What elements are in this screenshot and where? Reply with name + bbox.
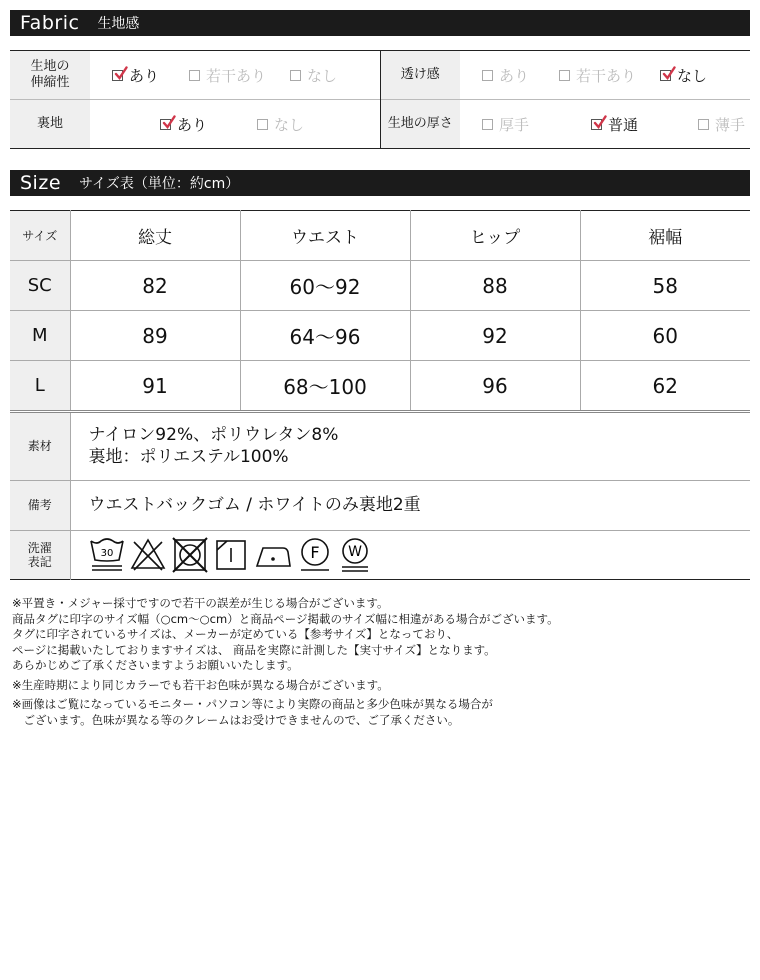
line-dry-shade-icon xyxy=(213,536,249,574)
checkbox-icon[interactable] xyxy=(559,70,570,81)
remarks-label: 備考 xyxy=(10,481,70,531)
hip-cell: 88 xyxy=(410,261,580,311)
care-label xyxy=(10,531,70,580)
material-line: ナイロン92%、ポリウレタン8% xyxy=(88,425,339,446)
stretch-option[interactable] xyxy=(290,65,337,86)
checkbox-icon[interactable] xyxy=(290,70,301,81)
option-label: なし xyxy=(677,66,708,85)
size-table xyxy=(10,210,750,411)
thickness-option[interactable] xyxy=(482,114,529,135)
note-line: ※生産時期により同じカラーでも若干お色味が異なる場合がございます。 xyxy=(12,677,389,692)
sheer-option[interactable] xyxy=(660,65,707,86)
wash-temp-text: 30 xyxy=(100,548,113,559)
thickness-option[interactable] xyxy=(591,114,638,135)
stretch-option[interactable] xyxy=(112,65,159,86)
stretch-label-line1: 生地の xyxy=(30,58,70,74)
sheer-option[interactable] xyxy=(559,65,636,86)
option-label: あり xyxy=(177,115,208,134)
checked-checkbox-icon[interactable] xyxy=(160,119,171,130)
checkbox-icon[interactable] xyxy=(482,119,493,130)
sheer-label xyxy=(380,51,460,100)
note-line: タグに印字されているサイズは、メーカーが定めている【参考サイズ】となっており、 xyxy=(12,627,459,641)
option-label: 若干あり xyxy=(206,66,267,85)
size-header-hem: 裾幅 xyxy=(580,211,750,261)
option-label: あり xyxy=(499,66,530,85)
hem-cell: 60 xyxy=(580,311,750,361)
no-bleach-icon xyxy=(129,536,167,574)
lining-label-text: 裏地 xyxy=(36,115,63,131)
sheer-options xyxy=(460,51,750,100)
fabric-section-header xyxy=(10,10,750,36)
note-line: ございます。色味が異なる等のクレームはお受けできませんので、ご了承ください。 xyxy=(12,712,460,727)
checked-checkbox-icon[interactable] xyxy=(591,119,602,130)
checkmark-icon xyxy=(114,66,128,80)
option-label: 普通 xyxy=(608,115,639,134)
size-title-en: Size xyxy=(20,172,62,194)
option-label: なし xyxy=(274,115,305,134)
checkmark-icon xyxy=(162,115,176,129)
fabric-title-en: Fabric xyxy=(20,12,80,34)
waist-cell: 64〜96 xyxy=(240,311,410,361)
no-tumble-dry-icon xyxy=(171,536,209,574)
option-label: 薄手 xyxy=(715,115,746,134)
table-row xyxy=(10,311,750,361)
length-cell: 91 xyxy=(70,361,240,411)
fabric-title-jp: 生地感 xyxy=(97,16,140,32)
length-cell: 89 xyxy=(70,311,240,361)
stretch-label-line2: 伸縮性 xyxy=(30,75,70,90)
low-iron-icon xyxy=(253,536,293,574)
option-label: 厚手 xyxy=(499,115,530,134)
size-header-hip: ヒップ xyxy=(410,211,580,261)
stretch-label xyxy=(10,51,90,100)
wet-clean-letter: W xyxy=(347,544,362,560)
size-title-jp: サイズ表（単位：約cm） xyxy=(79,176,240,192)
stretch-option[interactable] xyxy=(189,65,266,86)
note-line: ※画像はご覧になっているモニター・パソコン等により実際の商品と多少色味が異なる場合が xyxy=(12,697,493,711)
notes xyxy=(12,596,748,728)
note-line: ページに掲載いたしておりますサイズは、 商品を実際に計測した【実寸サイズ】となります。 xyxy=(12,642,496,657)
sheer-option[interactable] xyxy=(482,65,529,86)
hip-cell: 92 xyxy=(410,311,580,361)
note-line: ※平置き・メジャー採寸ですので若干の誤差が生じる場合がございます。 xyxy=(12,596,389,610)
thickness-label xyxy=(380,100,460,149)
checked-checkbox-icon[interactable] xyxy=(112,70,123,81)
thickness-option[interactable] xyxy=(698,114,745,135)
option-label: なし xyxy=(307,66,338,85)
wash-30-icon xyxy=(89,536,125,574)
hem-cell: 58 xyxy=(580,261,750,311)
checkmark-icon xyxy=(593,115,607,129)
waist-cell: 68〜100 xyxy=(240,361,410,411)
care-label-line2: 表記 xyxy=(27,555,52,569)
size-name-cell: L xyxy=(10,361,70,411)
thickness-label-text: 生地の厚さ xyxy=(387,115,453,131)
dry-clean-f-icon xyxy=(297,536,333,574)
care-label-line1: 洗濯 xyxy=(27,540,52,555)
size-header-corner: サイズ xyxy=(10,211,70,261)
checkbox-icon[interactable] xyxy=(698,119,709,130)
size-section-header xyxy=(10,170,750,196)
checked-checkbox-icon[interactable] xyxy=(660,70,671,81)
lining-option[interactable] xyxy=(257,114,304,135)
remarks-value: ウエストバックゴム / ホワイトのみ裏地2重 xyxy=(70,481,750,531)
checkbox-icon[interactable] xyxy=(189,70,200,81)
hip-cell: 96 xyxy=(410,361,580,411)
lining-options xyxy=(90,100,380,149)
material-value xyxy=(70,412,750,481)
length-cell: 82 xyxy=(70,261,240,311)
waist-cell: 60〜92 xyxy=(240,261,410,311)
fabric-table xyxy=(10,50,750,149)
lining-option[interactable] xyxy=(160,114,207,135)
material-label: 素材 xyxy=(10,412,70,481)
note-line: あらかじめご了承くださいますようお願いいたします。 xyxy=(12,658,299,672)
checkbox-icon[interactable] xyxy=(482,70,493,81)
lining-label xyxy=(10,100,90,149)
info-table xyxy=(10,410,750,580)
size-header-waist: ウエスト xyxy=(240,211,410,261)
sheer-label-text: 透け感 xyxy=(400,66,440,82)
checkbox-icon[interactable] xyxy=(257,119,268,130)
option-label: あり xyxy=(129,66,160,85)
material-line: 裏地：ポリエステル100% xyxy=(88,446,289,467)
size-header-length: 総丈 xyxy=(70,211,240,261)
table-row xyxy=(10,261,750,311)
wet-clean-w-icon xyxy=(337,536,373,574)
checkmark-icon xyxy=(662,66,676,80)
stretch-options xyxy=(90,51,380,100)
thickness-options xyxy=(460,100,750,149)
hem-cell: 62 xyxy=(580,361,750,411)
table-row xyxy=(10,361,750,411)
dry-clean-letter: F xyxy=(309,543,320,562)
note-line: 商品タグに印字のサイズ幅（○cm〜○cm）と商品ページ掲載のサイズ幅に相違がある場合がございます。 xyxy=(12,611,559,626)
size-name-cell: SC xyxy=(10,261,70,311)
option-label: 若干あり xyxy=(576,66,637,85)
care-icons xyxy=(70,531,750,580)
size-name-cell: M xyxy=(10,311,70,361)
